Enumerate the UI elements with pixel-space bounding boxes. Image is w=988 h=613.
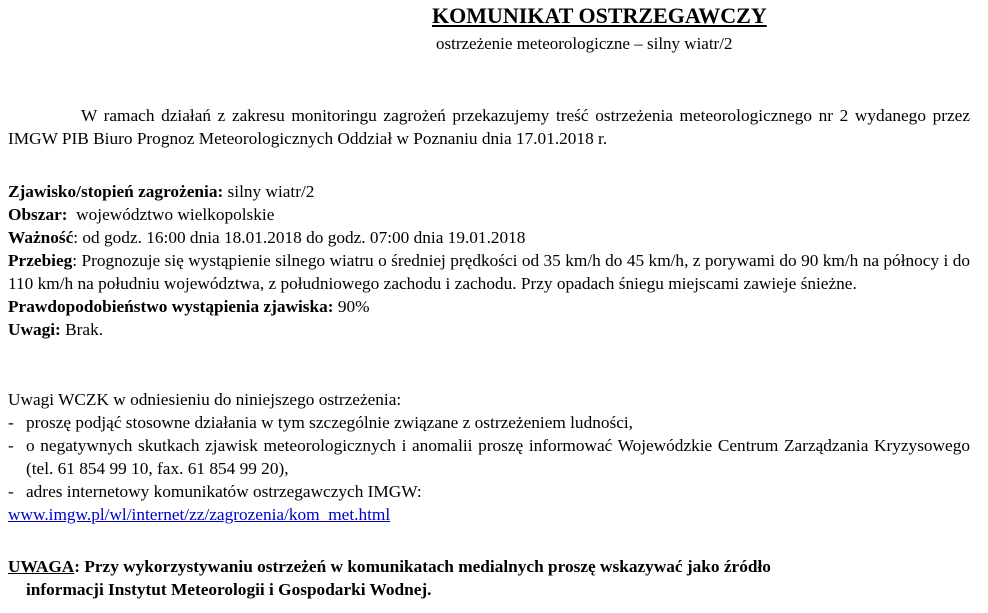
area-row	[8, 203, 970, 226]
area-label: Obszar:	[8, 205, 68, 224]
wczk-item	[8, 480, 970, 503]
warning-text-1: : Przy wykorzystywaniu ostrzeżeń w komunikatach medialnych proszę wskazywać jako źródło	[74, 557, 771, 576]
course-row	[8, 249, 970, 295]
remarks-value: Brak.	[60, 320, 104, 339]
validity-row	[8, 226, 970, 249]
area-value: województwo wielkopolskie	[67, 205, 275, 224]
phenomenon-label: Zjawisko/stopień zagrożenia:	[8, 182, 224, 201]
wczk-item-text: proszę podjąć stosowne działania w tym szczególnie związane z ostrzeżeniem ludności,	[26, 413, 634, 432]
wczk-item	[8, 434, 970, 480]
imgw-warnings-link[interactable]: www.imgw.pl/wl/internet/zz/zagrozenia/kom_met.html	[8, 505, 391, 524]
warning-details	[8, 180, 970, 341]
validity-label: Ważność	[8, 228, 74, 247]
probability-row	[8, 295, 970, 318]
probability-value: 90%	[333, 297, 370, 316]
phenomenon-value: silny wiatr/2	[223, 182, 315, 201]
remarks-label: Uwagi:	[8, 320, 61, 339]
wczk-notes	[8, 388, 970, 526]
warning-line-1	[8, 555, 970, 578]
media-warning-note	[8, 555, 970, 601]
wczk-item	[8, 411, 970, 434]
imgw-link-row	[8, 503, 970, 526]
phenomenon-row	[8, 180, 970, 203]
wczk-heading: Uwagi WCZK w odniesieniu do niniejszego ostrzeżenia:	[8, 390, 402, 409]
document-subtitle: ostrzeżenie meteorologiczne – silny wiatr/2	[436, 34, 733, 53]
dash-marker: -	[8, 413, 14, 432]
course-label: Przebieg	[8, 251, 73, 270]
remarks-row	[8, 318, 970, 341]
intro-paragraph: W ramach działań z zakresu monitoringu zagrożeń przekazujemy treść ostrzeżenia meteorologicznego nr 2 wydanego przez IMGW PIB Biuro Prognoz Meteorologicznych Oddział w Poznaniu dnia 17.01.2018 r.	[8, 106, 970, 148]
validity-value: : od godz. 16:00 dnia 18.01.2018 do godz. 07:00 dnia 19.01.2018	[73, 228, 526, 247]
dash-marker: -	[8, 482, 14, 501]
wczk-item-text: o negatywnych skutkach zjawisk meteorologicznych i anomalii proszę informować Wojewódzkie Centrum Zarządzania Kryzysowego (tel. 61 854 99 10, fax. 61 854 99 20),	[26, 436, 970, 478]
probability-label: Prawdopodobieństwo wystąpienia zjawiska:	[8, 297, 334, 316]
dash-marker: -	[8, 436, 14, 455]
warning-label: UWAGA	[8, 557, 75, 576]
course-value: : Prognozuje się wystąpienie silnego wiatru o średniej prędkości od 35 km/h do 45 km/h, z porywami do 90 km/h na północy i do 110 km/h na południu województwa, z południowego zachodu i zachodu. Przy opadach śniegu miejscami zawieje śnieżne.	[8, 251, 970, 293]
warning-line-2: informacji Instytut Meteorologii i Gospodarki Wodnej.	[26, 580, 432, 599]
document-title: KOMUNIKAT OSTRZEGAWCZY	[432, 3, 767, 28]
wczk-item-text: adres internetowy komunikatów ostrzegawczych IMGW:	[26, 482, 422, 501]
